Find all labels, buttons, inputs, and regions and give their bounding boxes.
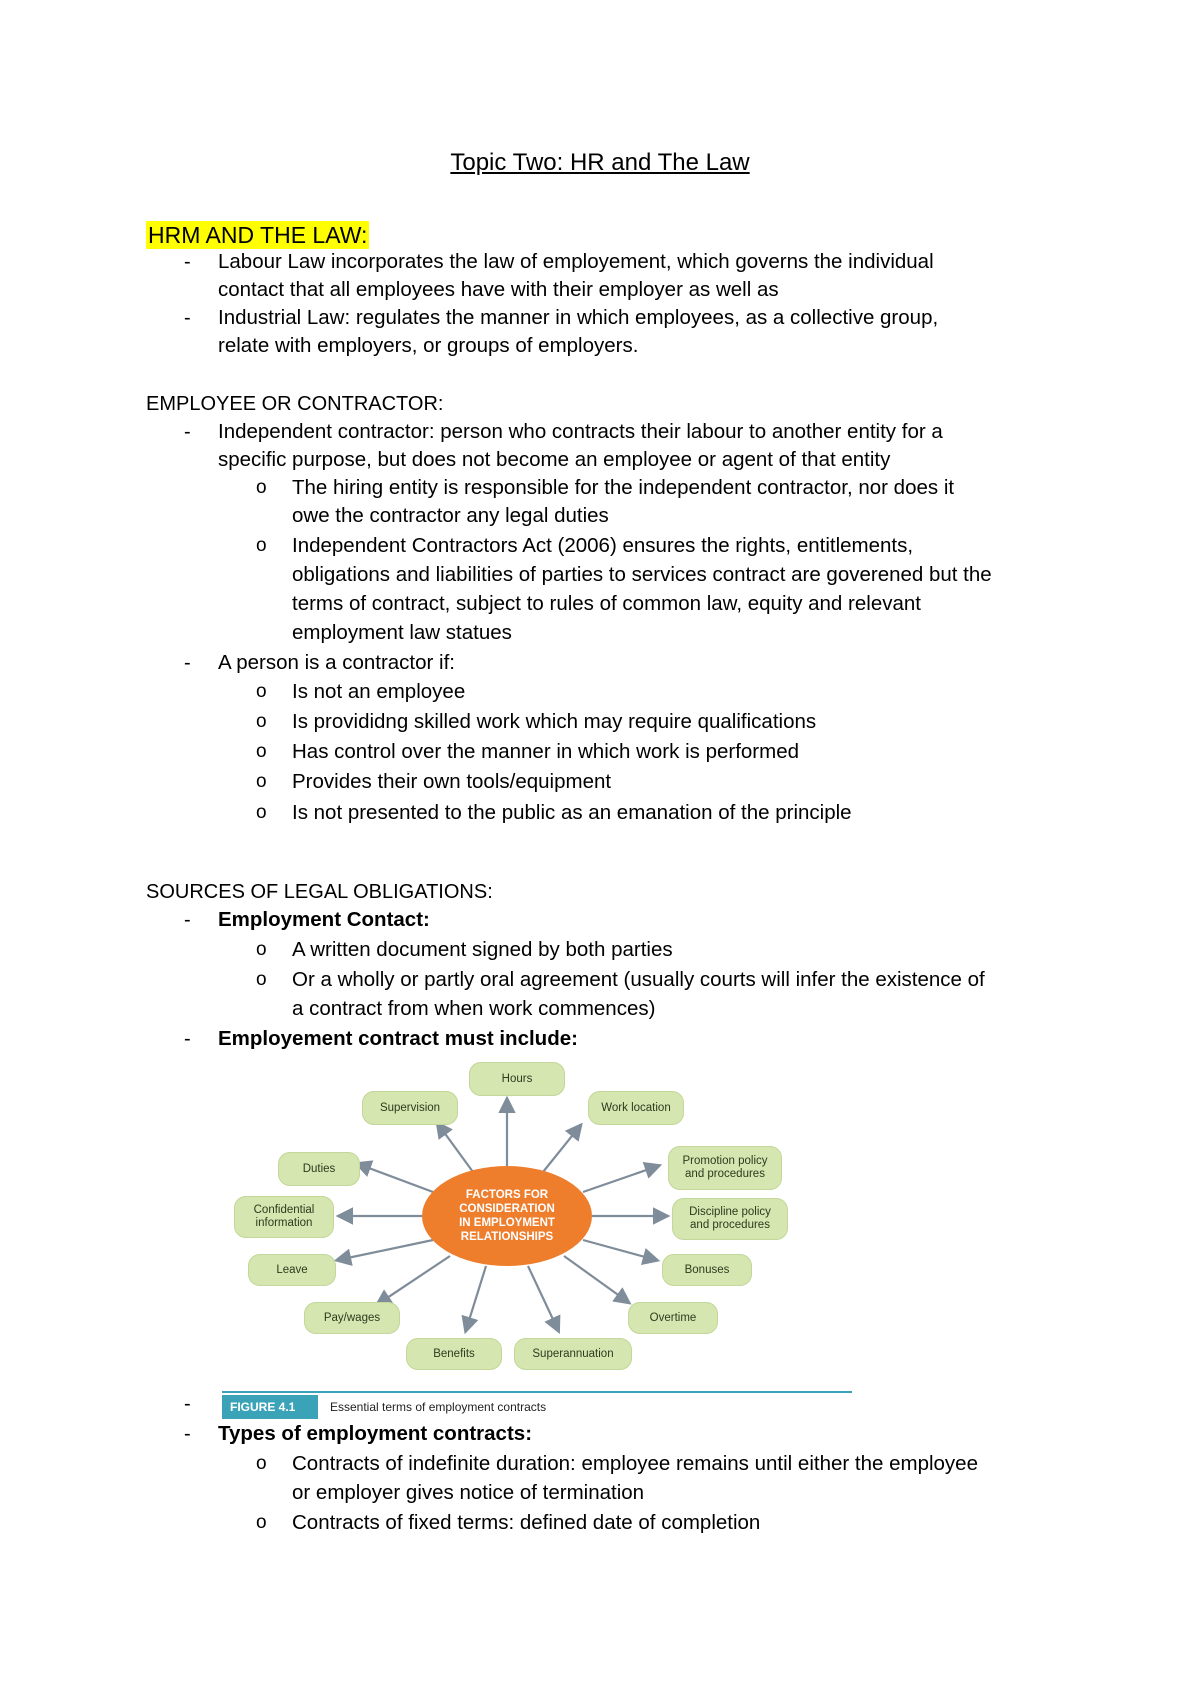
center-text-line: IN EMPLOYMENT (459, 1217, 555, 1229)
arrow-bonuses (583, 1240, 656, 1260)
figure-rule (222, 1391, 852, 1393)
text-line: The hiring entity is responsible for the independent contractor, nor does it (292, 476, 955, 499)
text-line: terms of contract, subject to rules of common law, equity and relevant (292, 592, 921, 615)
bullet-dash: - (184, 421, 191, 443)
list-item: Has control over the manner in which work is performed (292, 740, 800, 763)
arrow-superannuation (528, 1266, 558, 1330)
page-title: Topic Two: HR and The Law (450, 149, 750, 176)
list-item: Provides their own tools/equipment (292, 770, 612, 793)
text-line: Employement contract must include: (218, 1027, 578, 1050)
text-line: or employer gives notice of termination (292, 1481, 645, 1504)
bullet-circle: o (256, 802, 267, 823)
bullet-circle: o (256, 939, 267, 960)
bullet-dash: - (184, 1028, 191, 1050)
text-line: Contracts of fixed terms: defined date of completion (292, 1511, 761, 1534)
bullet-circle: o (256, 1512, 267, 1533)
arrow-duties (358, 1164, 433, 1192)
center-text-line: FACTORS FOR (465, 1189, 549, 1201)
bullet-dash: - (184, 1423, 191, 1445)
employment-factors-diagram (228, 1054, 848, 1386)
bullet-circle: o (256, 535, 267, 556)
node-overtime: Overtime (628, 1302, 718, 1334)
node-text-line: Confidential (253, 1204, 315, 1216)
node-text-line: and procedures (690, 1219, 770, 1231)
text-line: Types of employment contracts: (218, 1422, 533, 1445)
list-item: Is not an employee (292, 680, 466, 703)
figure-caption: Essential terms of employment contracts (330, 1400, 547, 1414)
node-supervision: Supervision (362, 1091, 458, 1125)
bullet-circle: o (256, 1453, 267, 1474)
node-duties: Duties (278, 1152, 360, 1186)
text-line: A person is a contractor if: (218, 651, 456, 674)
list-item: Is not presented to the public as an emanation of the principle (292, 801, 852, 824)
node-bonuses: Bonuses (662, 1254, 752, 1286)
node-hours: Hours (469, 1062, 565, 1096)
node-promotion (668, 1146, 782, 1190)
center-factors-node (422, 1166, 592, 1266)
arrow-supervision (438, 1124, 473, 1172)
node-leave: Leave (248, 1254, 336, 1286)
center-text-line: RELATIONSHIPS (460, 1231, 554, 1243)
node-pay: Pay/wages (304, 1302, 400, 1334)
bullet-dash: - (184, 652, 191, 674)
arrow-leave (338, 1240, 433, 1260)
list-item: Is provididng skilled work which may require qualifications (292, 710, 817, 733)
section-heading-sources: SOURCES OF LEGAL OBLIGATIONS: (146, 881, 493, 903)
section-heading-employee: EMPLOYEE OR CONTRACTOR: (146, 393, 444, 415)
node-discipline (672, 1198, 788, 1240)
arrow-promotion (583, 1166, 658, 1192)
bullet-circle: o (256, 681, 267, 702)
text-line: employment law statues (292, 621, 512, 644)
node-text-line: Promotion policy (682, 1155, 768, 1167)
node-text-line: and procedures (685, 1168, 765, 1180)
bullet-dash: - (184, 1393, 191, 1415)
bullet-circle: o (256, 711, 267, 732)
bullet-circle: o (256, 741, 267, 762)
text-line: contact that all employees have with their employer as well as (218, 278, 779, 301)
arrow-benefits (466, 1266, 486, 1330)
node-confidential (234, 1196, 334, 1238)
text-line: Or a wholly or partly oral agreement (usually courts will infer the existence of (292, 968, 985, 991)
figure-label: FIGURE 4.1 (222, 1395, 318, 1419)
text-line: obligations and liabilities of parties to services contract are goverened but the (292, 563, 992, 586)
node-work-location: Work location (588, 1091, 684, 1125)
arrow-overtime (564, 1256, 628, 1302)
text-line: a contract from when work commences) (292, 997, 656, 1020)
text-line: A written document signed by both parties (292, 938, 673, 961)
bullet-circle: o (256, 969, 267, 990)
text-line: specific purpose, but does not become an employee or agent of that entity (218, 448, 891, 471)
text-line: Industrial Law: regulates the manner in which employees, as a collective group, (218, 306, 939, 329)
center-text-line: CONSIDERATION (459, 1203, 555, 1215)
text-line: Contracts of indefinite duration: employee remains until either the employee (292, 1452, 978, 1475)
text-line: owe the contractor any legal duties (292, 504, 609, 527)
arrow-pay (378, 1256, 450, 1304)
node-text-line: information (255, 1217, 313, 1229)
node-superannuation: Superannuation (514, 1338, 632, 1370)
bullet-dash: - (184, 251, 191, 273)
text-line: Independent Contractors Act (2006) ensures the rights, entitlements, (292, 534, 914, 557)
node-benefits: Benefits (406, 1338, 502, 1370)
bullet-circle: o (256, 477, 267, 498)
text-line: Employment Contact: (218, 908, 430, 931)
bullet-circle: o (256, 771, 267, 792)
bullet-dash: - (184, 307, 191, 329)
bullet-dash: - (184, 909, 191, 931)
node-text-line: Discipline policy (689, 1206, 771, 1218)
text-line: Independent contractor: person who contracts their labour to another entity for a (218, 420, 943, 443)
text-line: relate with employers, or groups of employers. (218, 334, 639, 357)
arrow-work-location (543, 1126, 580, 1172)
section-heading-hrm: HRM AND THE LAW: (148, 222, 368, 248)
text-line: Labour Law incorporates the law of employement, which governs the individual (218, 250, 934, 273)
